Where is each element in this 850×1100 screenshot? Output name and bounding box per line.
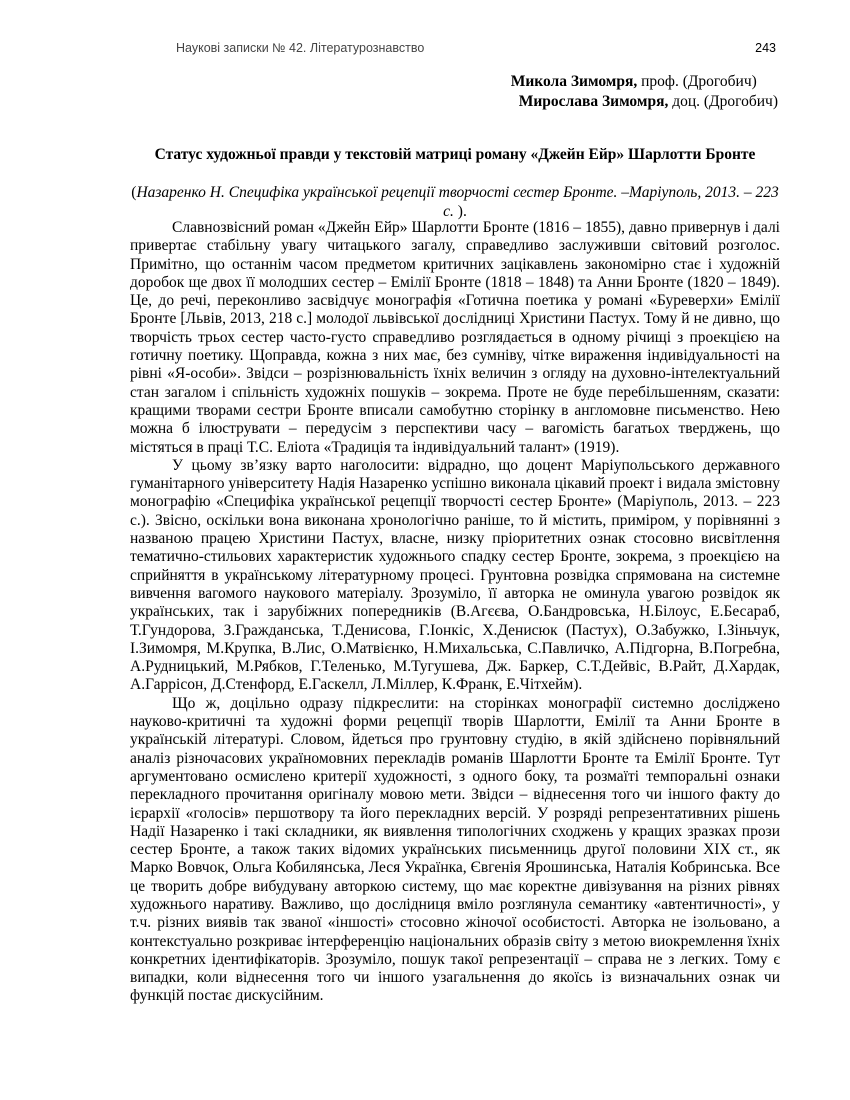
citation-close: ). — [453, 203, 467, 220]
paragraph: Що ж, доцільно одразу підкреслити: на сторінках монографії системно досліджено науково-критичні та художні форми рецепції творів Шарлотти, Емілії та Анни Бронте в українській літературі. Словом, йдеться про грунтовну студію, в якій здійснено порівняльний аналіз різночасових україномовних перекладів романів Шарлотти Бронте та Емілії Бронте. Тут аргументовано осмислено критерії художності, з одного боку, та розмаїті темпоральні ознаки перекладного прочитання оригіналу мовою мети. Звідси – віднесення того чи іншого факту до ієрархії «голосів» першотвору та його перекладних версій. У розряді репрезентативних рішень Надії Назаренко і такі складники, як виявлення типологічних сходжень у кращих зразках прози сестер Бронте, а також таких відомих українських письменниць другої половини ХІХ ст., як Марко Вовчок, Ольга Кобилянська, Леся Українка, Євгенія Ярошинська, Наталія Кобринська. Все це творить добре вибудувану авторкою систему, що має коректне дивізування на різних рівнях художнього наративу. Важливо, що дослідниця вміло розглянула семантику «автентичності», у т.ч. різних виявів так званої «іншості» стосовно жіночої особистості. Авторка не ізольовано, а контекстуально розкриває інтерференцію національних образів світу з метою виокремлення їхніх конкретних ідентифікаторів. Зрозуміло, пошук такої репрезентації – справа не з легких. Тому є випадки, коли віднесення того чи іншого узагальнення до якоїсь із визначальних ознак чи функцій постає дискусійним. — [130, 694, 780, 1005]
article-body — [130, 219, 780, 1006]
paragraph: Славнозвісний роман «Джейн Ейр» Шарлотти Бронте (1816 – 1855), давно привернув і далі привертає стабільну увагу читацького загалу, справедливо заслуживши світовий розголос. Примітно, що останнім часом предметом критичних зацікавлень закономірно стає і художній доробок ще двох її молодших сестер – Емілії Бронте (1818 – 1848) та Анни Бронте (1820 – 1849). Це, до речі, переконливо засвідчує монографія «Готична поетика у романі «Буреверхи» Емілії Бронте [Львів, 2013, 218 с.] молодої львівської дослідниці Христини Пастух. Тому й не дивно, що творчість трьох сестер часто-густо справедливо розглядається в одному річищі з проекцією на готичну поетику. Щоправда, кожна з них має, без сумніву, чітке вираження індивідуальності на рівні «Я-особи». Звідси – розрізнювальність їхніх величин з огляду на духовно-інтелектуальний стан загалом і спільність художніх пошуків – зокрема. Проте не буде перебільшенням, сказати: кращими творами сестри Бронте вписали самобутню сторінку в англомовне письменство. Нею можна б ілюструвати – передусім з перспективи часу – вагомість багатьох тверджень, що містяться в праці Т.С. Еліота «Традиція та індивідуальний талант» (1919). — [130, 219, 780, 456]
journal-title: Наукові записки № 42. Літературознавство — [176, 41, 425, 55]
author-affiliation: проф. (Дрогобич) — [637, 73, 757, 90]
authors-block — [511, 72, 778, 112]
page-number: 243 — [755, 41, 776, 55]
author-name: Мирослава Зимомря, — [518, 93, 669, 110]
author-name: Микола Зимомря, — [510, 73, 638, 90]
author-line — [511, 72, 778, 92]
paragraph: У цьому зв’язку варто наголосити: відрадно, що доцент Маріупольського державного гуманітарного університету Надія Назаренко успішно виконала цікавий проект і видала змістовну монографію «Специфіка української рецепції творчості сестер Бронте» (Маріуполь, 2013. – 223 с.). Звісно, оскільки вона виконана хронологічно раніше, то й містить, приміром, у порівнянні з названою працею Христини Пастух, власне, низку пріоритетних ознак стосовно висвітлення тематично-стильових характеристик художнього спадку сестер Бронте, зокрема, з проекцією на сприйняття в українському літературному процесі. Грунтовна розвідка спрямована на системне вивчення вагомого наукового матеріалу. Зрозуміло, її авторка не оминула увагою розвідок як українських, так і зарубіжних попередників (В.Агєєва, О.Бандровська, Н.Білоус, Е.Бесараб, Т.Гундорова, З.Гражданська, Т.Денисова, Г.Іонкіс, Х.Денисюк (Пастух), О.Забужко, І.Зіньчук, І.Зимомря, М.Крупка, В.Лис, О.Матвієнко, Н.Михальська, С.Павличко, А.Підгорна, В.Погребна, А.Рудницький, М.Рябков, Г.Теленько, М.Тугушева, Дж. Баркер, С.Т.Дейвіс, В.Райт, Д.Хардак, А.Гаррісон, Д.Стенфорд, Е.Гаскелл, Л.Міллер, К.Франк, Е.Чітхейм). — [130, 456, 780, 694]
reviewed-book-citation — [130, 183, 780, 221]
author-line — [511, 92, 778, 112]
author-affiliation: доц. (Дрогобич) — [668, 93, 778, 110]
citation-text: Назаренко Н. Специфіка української рецепції творчості сестер Бронте. –Маріуполь, 2013. – 223 с. — [136, 184, 779, 220]
article-title: Статус художньої правди у текстовій матриці роману «Джейн Ейр» Шарлотти Бронте — [154, 146, 756, 163]
citation-open: ( — [131, 184, 137, 201]
